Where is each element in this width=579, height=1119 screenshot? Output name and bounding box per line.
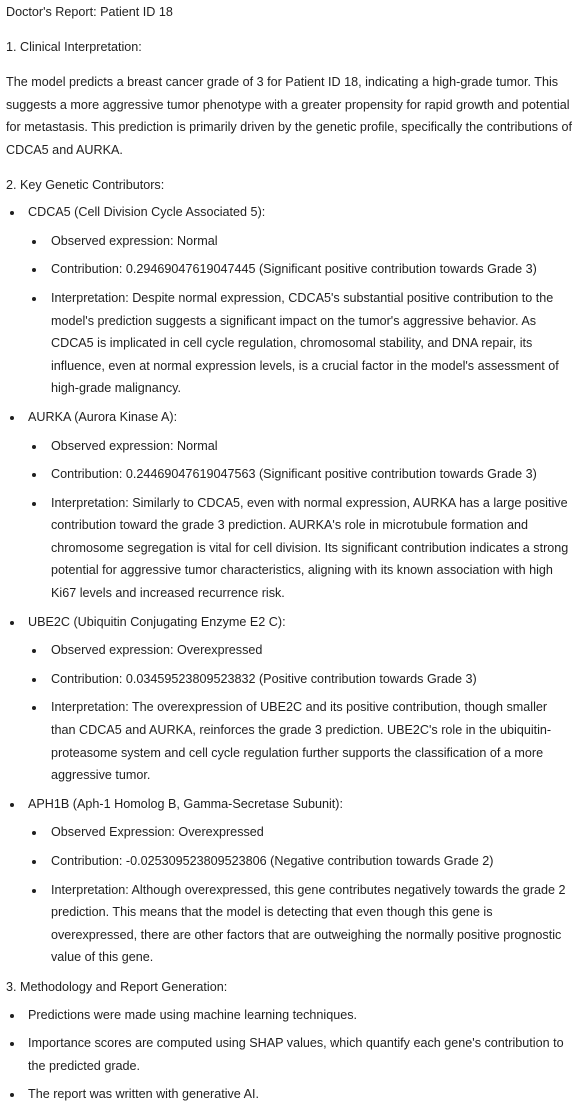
bullet-icon xyxy=(10,1014,14,1018)
gene-contribution xyxy=(28,668,576,691)
bullet-icon xyxy=(32,889,36,893)
gene-contribution xyxy=(28,850,576,873)
bullet-icon xyxy=(32,706,36,710)
gene-contribution xyxy=(28,258,576,281)
gene-item-aurka xyxy=(6,406,576,605)
gene-name: CDCA5 (Cell Division Cycle Associated 5): xyxy=(28,205,266,220)
gene-contribution-text: Contribution: 0.29469047619047445 (Significant positive contribution towards Grade 3) xyxy=(51,262,537,277)
methodology-item-text: Importance scores are computed using SHAP values, which quantify each gene's contribution to the predicted grade. xyxy=(28,1036,564,1073)
bullet-icon xyxy=(32,502,36,506)
section-heading-clinical-interpretation: 1. Clinical Interpretation: xyxy=(6,39,142,54)
gene-contribution-text: Contribution: 0.24469047619047563 (Significant positive contribution towards Grade 3) xyxy=(51,467,537,482)
bullet-icon xyxy=(32,649,36,653)
gene-name: APH1B (Aph-1 Homolog B, Gamma-Secretase Subunit): xyxy=(28,796,343,811)
gene-details xyxy=(28,821,576,969)
methodology-list xyxy=(6,1004,576,1106)
bullet-icon xyxy=(10,621,14,625)
gene-interpretation xyxy=(28,696,576,786)
methodology-item xyxy=(6,1083,576,1106)
gene-interpretation xyxy=(28,879,576,969)
gene-expression xyxy=(28,435,576,458)
methodology-item xyxy=(6,1004,576,1027)
gene-expression xyxy=(28,639,576,662)
gene-expression-text: Observed expression: Normal xyxy=(51,438,218,453)
gene-contribution-text: Contribution: -0.025309523809523806 (Negative contribution towards Grade 2) xyxy=(51,854,494,868)
gene-details xyxy=(28,435,576,605)
bullet-icon xyxy=(32,268,36,272)
gene-expression xyxy=(28,230,576,253)
gene-name: UBE2C (Ubiquitin Conjugating Enzyme E2 C): xyxy=(28,614,286,629)
gene-list xyxy=(6,201,576,969)
gene-name: AURKA (Aurora Kinase A): xyxy=(28,409,178,424)
gene-item-ube2c xyxy=(6,611,576,787)
section-heading-methodology: 3. Methodology and Report Generation: xyxy=(6,979,228,994)
gene-contribution xyxy=(28,463,576,486)
gene-expression-text: Observed Expression: Overexpressed xyxy=(51,825,264,840)
methodology-item xyxy=(6,1032,576,1077)
gene-interpretation xyxy=(28,287,576,400)
bullet-icon xyxy=(32,860,36,864)
bullet-icon xyxy=(32,473,36,477)
bullet-icon xyxy=(10,416,14,420)
report-document xyxy=(6,0,576,1106)
gene-interpretation-text: Interpretation: The overexpression of UBE2C and its positive contribution, though smaller than CDCA5 and AURKA, reinforces the grade 3 prediction. UBE2C's role in the ubiquitin-proteasome system and cell cycle regulation further supports the classification of a more aggressive tumor. xyxy=(51,700,552,783)
gene-details xyxy=(28,639,576,787)
gene-interpretation xyxy=(28,492,576,605)
bullet-icon xyxy=(10,1042,14,1046)
gene-interpretation-text: Interpretation: Although overexpressed, this gene contributes negatively towards the grade 2 prediction. This means that the model is detecting that even though this gene is overexpressed, there are other factors that are outweighing the normally positive prognostic value of this gene. xyxy=(51,882,566,965)
gene-expression xyxy=(28,821,576,844)
gene-contribution-text: Contribution: 0.03459523809523832 (Positive contribution towards Grade 3) xyxy=(51,671,477,686)
section-heading-key-genetic-contributors: 2. Key Genetic Contributors: xyxy=(6,177,165,192)
gene-expression-text: Observed expression: Overexpressed xyxy=(51,643,263,658)
clinical-interpretation-paragraph: The model predicts a breast cancer grade of 3 for Patient ID 18, indicating a high-grade tumor. This suggests a more aggressive tumor phenotype with a greater propensity for rapid growth and potential for metastasis. This prediction is primarily driven by the genetic profile, specifically the contributions of CDCA5 and AURKA. xyxy=(6,75,573,157)
report-title: Doctor's Report: Patient ID 18 xyxy=(6,5,173,19)
gene-interpretation-text: Interpretation: Despite normal expression, CDCA5's substantial positive contribution to the model's prediction suggests a significant impact on the tumor's aggressive behavior. As CDCA5 is implicated in cell cycle regulation, chromosomal stability, and DNA repair, its influence, even at normal expression levels, is a crucial factor in the model's assessment of high-grade malignancy. xyxy=(51,290,559,396)
bullet-icon xyxy=(10,803,14,807)
bullet-icon xyxy=(10,211,14,215)
bullet-icon xyxy=(32,240,36,244)
methodology-item-text: Predictions were made using machine learning techniques. xyxy=(28,1007,358,1022)
bullet-icon xyxy=(32,297,36,301)
bullet-icon xyxy=(10,1093,14,1097)
gene-item-aph1b xyxy=(6,793,576,969)
bullet-icon xyxy=(32,678,36,682)
gene-details xyxy=(28,230,576,400)
bullet-icon xyxy=(32,445,36,449)
bullet-icon xyxy=(32,831,36,835)
gene-expression-text: Observed expression: Normal xyxy=(51,233,218,248)
gene-interpretation-text: Interpretation: Similarly to CDCA5, even with normal expression, AURKA has a large positive contribution toward the grade 3 prediction. AURKA's role in microtubule formation and chromosome segregation is vital for cell division. Its significant contribution indicates a strong potential for aggressive tumor characteristics, aligning with its known association with high Ki67 levels and increased recurrence risk. xyxy=(51,495,569,601)
gene-item-cdca5 xyxy=(6,201,576,400)
methodology-item-text: The report was written with generative AI. xyxy=(28,1087,259,1102)
